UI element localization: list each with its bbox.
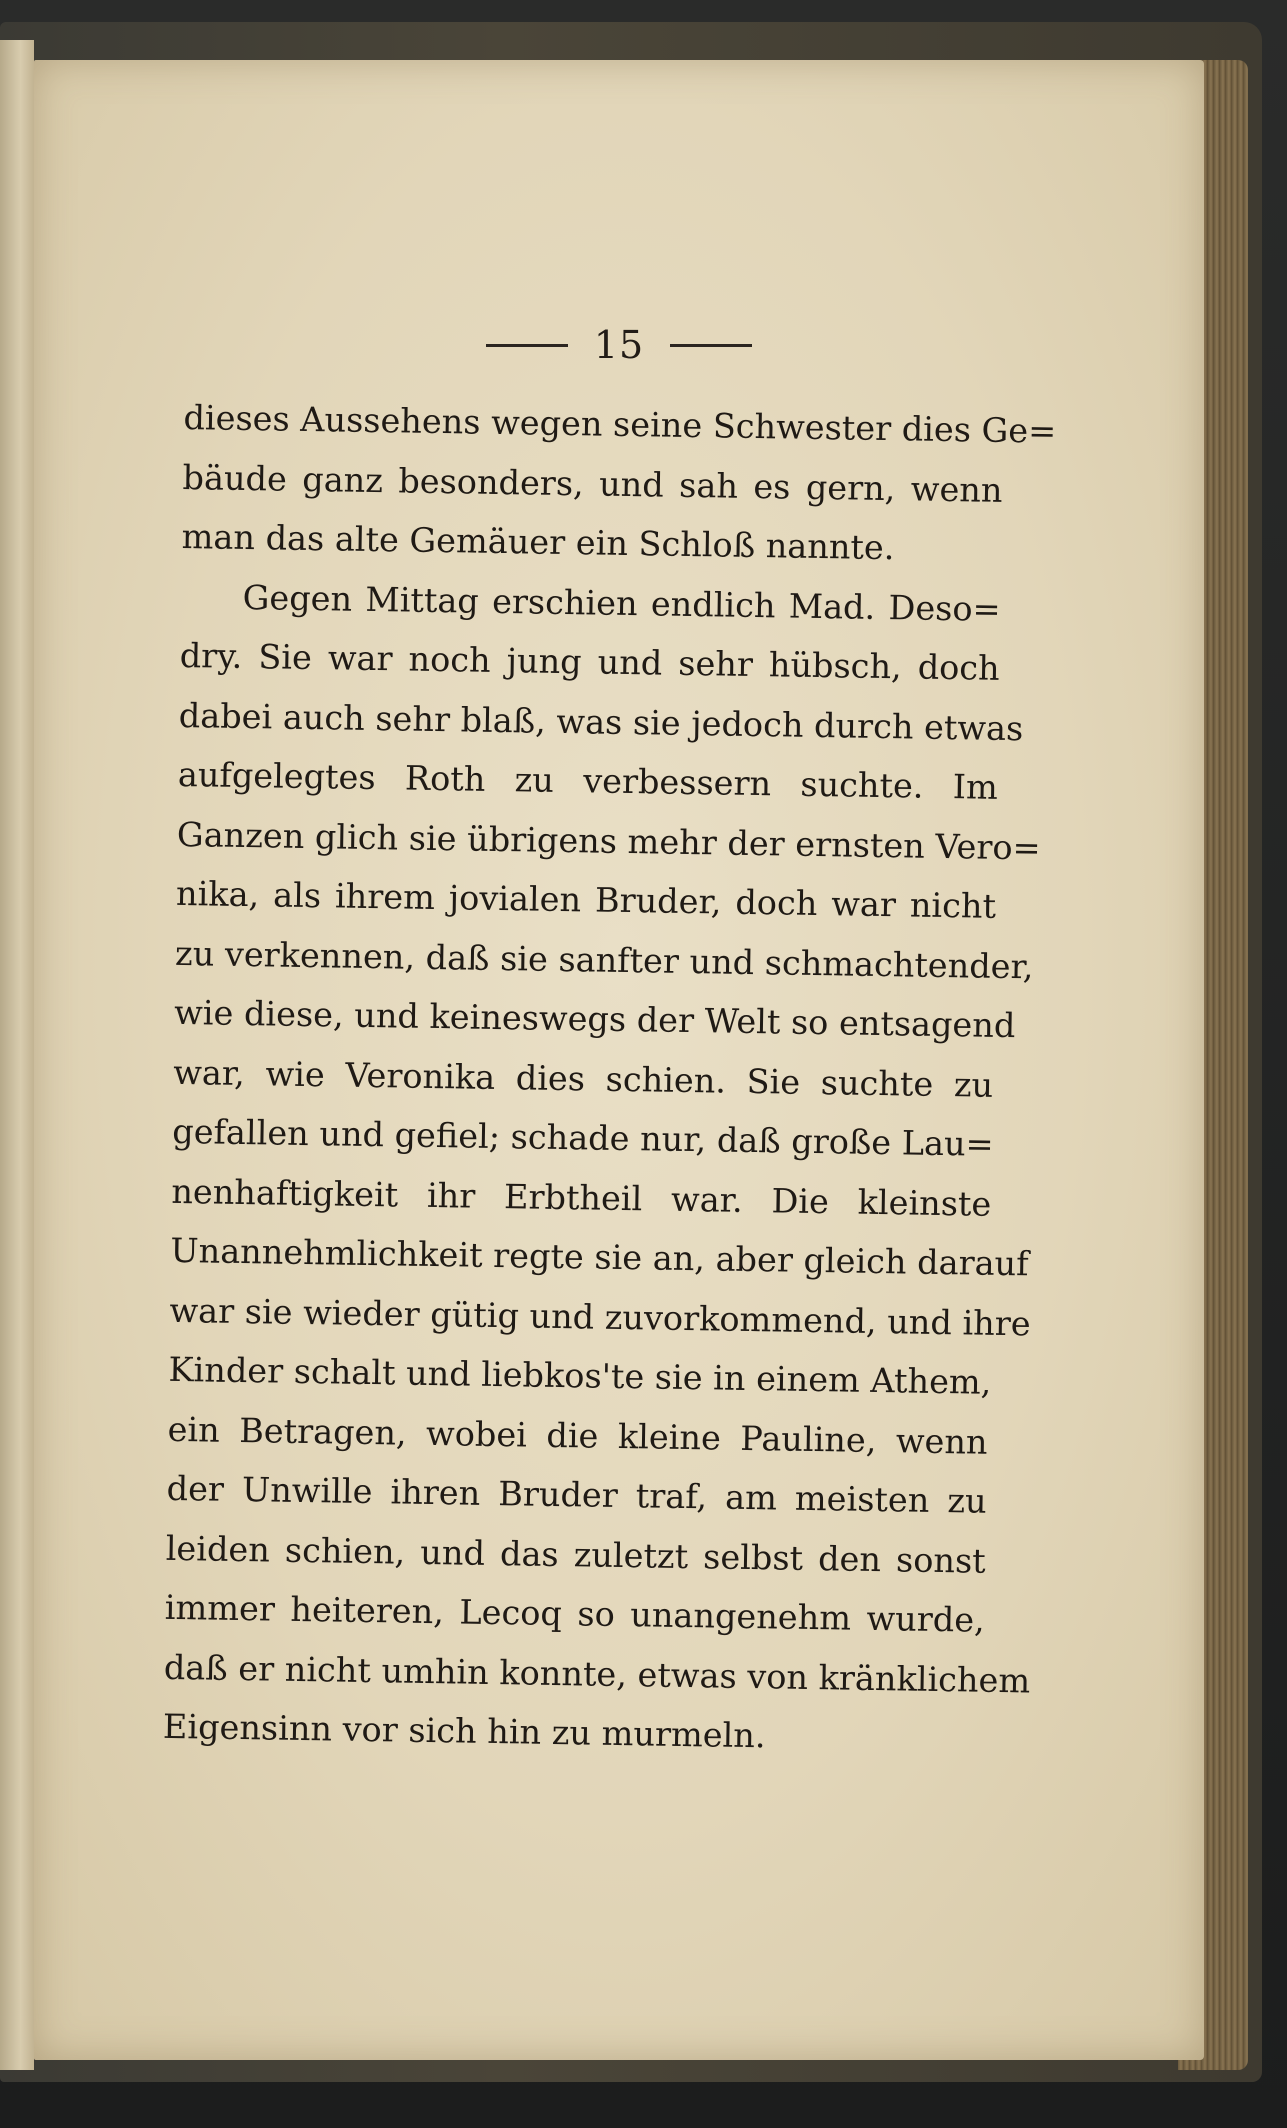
text-line: ein Betragen, wobei die kleine Pauline, wenn xyxy=(167,1409,988,1462)
text-line: daß er nicht umhin konnte, etwas von kränklichem xyxy=(163,1647,1031,1700)
text-line: war, wie Veronika dies schien. Sie suchte zu xyxy=(172,1052,994,1105)
text-line: dabei auch sehr blaß, was sie jedoch durch etwas xyxy=(178,695,1024,748)
text-line: Eigensinn vor sich hin zu murmeln. xyxy=(162,1706,766,1756)
text-line: nenhaftigkeit ihr Erbtheil war. Die kleinste xyxy=(171,1171,992,1224)
text-line: immer heiteren, Lecoq so unangenehm wurde, xyxy=(164,1587,986,1640)
text-line: dieses Aussehens wegen seine Schwester dies Ge= xyxy=(183,397,1057,451)
text-line: nika, als ihrem jovialen Bruder, doch war nicht xyxy=(175,873,997,926)
text-line: dry. Sie war noch jung und sehr hübsch, doch xyxy=(179,635,1001,688)
text-line: aufgelegtes Roth zu verbessern suchte. Im xyxy=(177,754,999,807)
text-line: Unannehmlichkeit regte sie an, aber gleich darauf xyxy=(170,1230,1029,1284)
text-line: zu verkennen, daß sie sanfter und schmachtender, xyxy=(174,933,1034,986)
text-line: war sie wieder gütig und zuvorkommend, und ihre xyxy=(169,1290,1031,1343)
body-text xyxy=(162,388,1057,1769)
text-line: gefallen und gefiel; schade nur, daß große Lau= xyxy=(172,1111,994,1164)
header-rule-left xyxy=(486,344,568,347)
page-number: 15 xyxy=(593,323,645,367)
text-line: Ganzen glich sie übrigens mehr der ernsten Vero= xyxy=(176,814,1041,868)
text-line: der Unwille ihren Bruder traf, am meisten zu xyxy=(166,1468,987,1521)
header-rule-right xyxy=(670,344,752,347)
text-line: wie diese, und keineswegs der Welt so entsagend xyxy=(173,992,1016,1046)
text-line: man das alte Gemäuer ein Schloß nannte. xyxy=(181,516,895,568)
text-line: Kinder schalt und liebkos'te sie in einem Athem, xyxy=(168,1349,992,1402)
text-line: leiden schien, und das zuletzt selbst den sonst xyxy=(165,1528,986,1581)
page-header xyxy=(34,315,1204,375)
text-line: bäude ganz besonders, und sah es gern, wenn xyxy=(182,457,1003,510)
previous-page-edge xyxy=(0,40,34,2070)
book-page xyxy=(34,60,1204,2060)
text-line: Gegen Mittag erschien endlich Mad. Deso= xyxy=(242,577,1001,629)
